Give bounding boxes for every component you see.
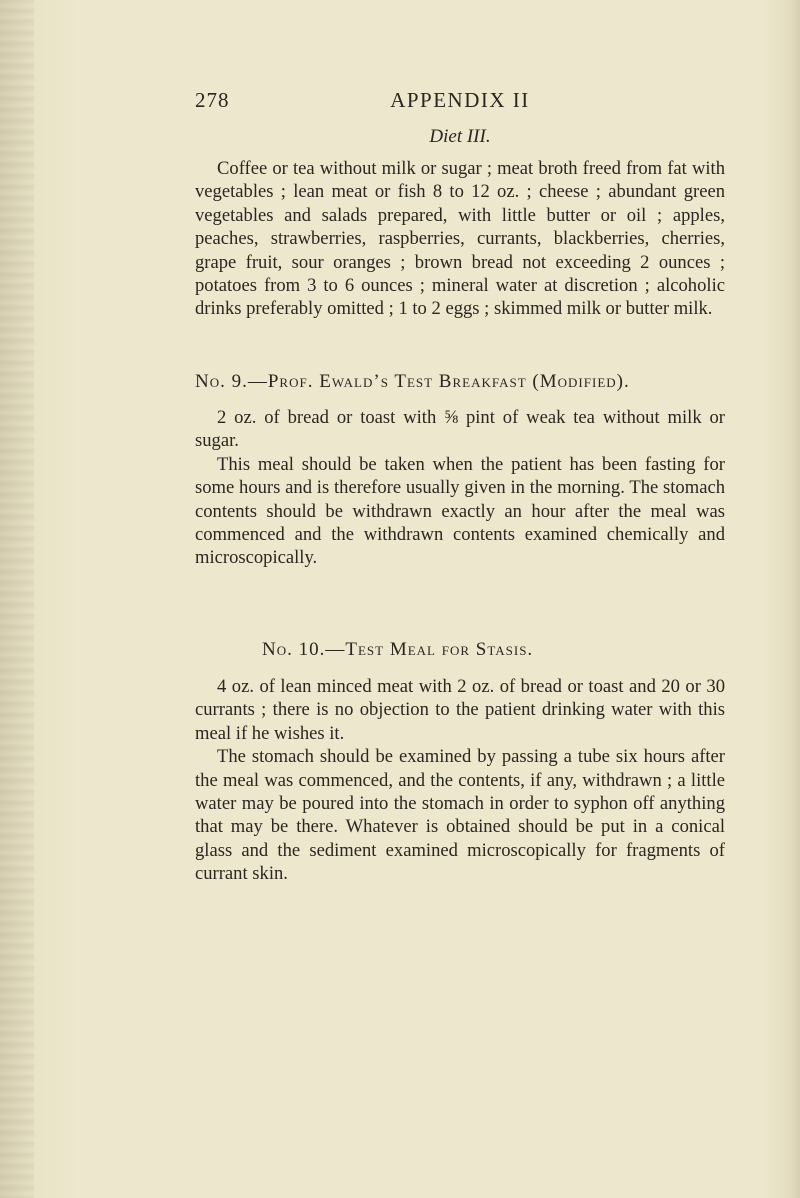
diet-text-block [195,157,725,321]
running-head [195,88,725,118]
page-binding-edge [0,0,34,1198]
running-title: APPENDIX II [390,88,530,112]
page-number: 278 [195,88,230,112]
section-9-text-block [195,406,725,570]
diet-heading: Diet III. [429,126,491,147]
section-10-heading: No. 10.—Test Meal for Stasis. [262,639,534,660]
section-9-paragraph: This meal should be taken when the patient has been fasting for some hours and is therefore usually given in the morning. The stomach contents should be withdrawn exactly an hour after the meal was commenced and the withdrawn contents examined chemically and microscopically. [195,453,725,569]
section-9-paragraph: 2 oz. of bread or toast with ⅝ pint of weak tea without milk or sugar. [195,407,725,452]
section-10-paragraph: 4 oz. of lean minced meat with 2 oz. of bread or toast and 20 or 30 currants ; there is no objection to the patient drinking water with this meal if he wishes it. [195,676,725,744]
section-10-text-block [195,675,725,886]
diet-paragraph: Coffee or tea without milk or sugar ; meat broth freed from fat with vegetables ; lean meat or fish 8 to 12 oz. ; cheese ; abundant green vegetables and salads prepared, with little butter or oil ; apples, peaches, strawberries, raspberries, currants, blackberries, cherries, grape fruit, sour oranges ; brown bread not exceeding 2 ounces ; potatoes from 3 to 6 ounces ; mineral water at discretion ; alcoholic drinks preferably omitted ; 1 to 2 eggs ; skimmed milk or butter milk. [195,158,725,320]
section-9-heading: No. 9.—Prof. Ewald’s Test Breakfast (Modified). [195,371,630,392]
section-10-paragraph: The stomach should be examined by passing a tube six hours after the meal was commenced, and the contents, if any, withdrawn ; a little water may be poured into the stomach in order to syphon off anything that may be there. Whatever is obtained should be put in a conical glass and the sediment examined microscopically for fragments of currant skin. [195,746,725,885]
